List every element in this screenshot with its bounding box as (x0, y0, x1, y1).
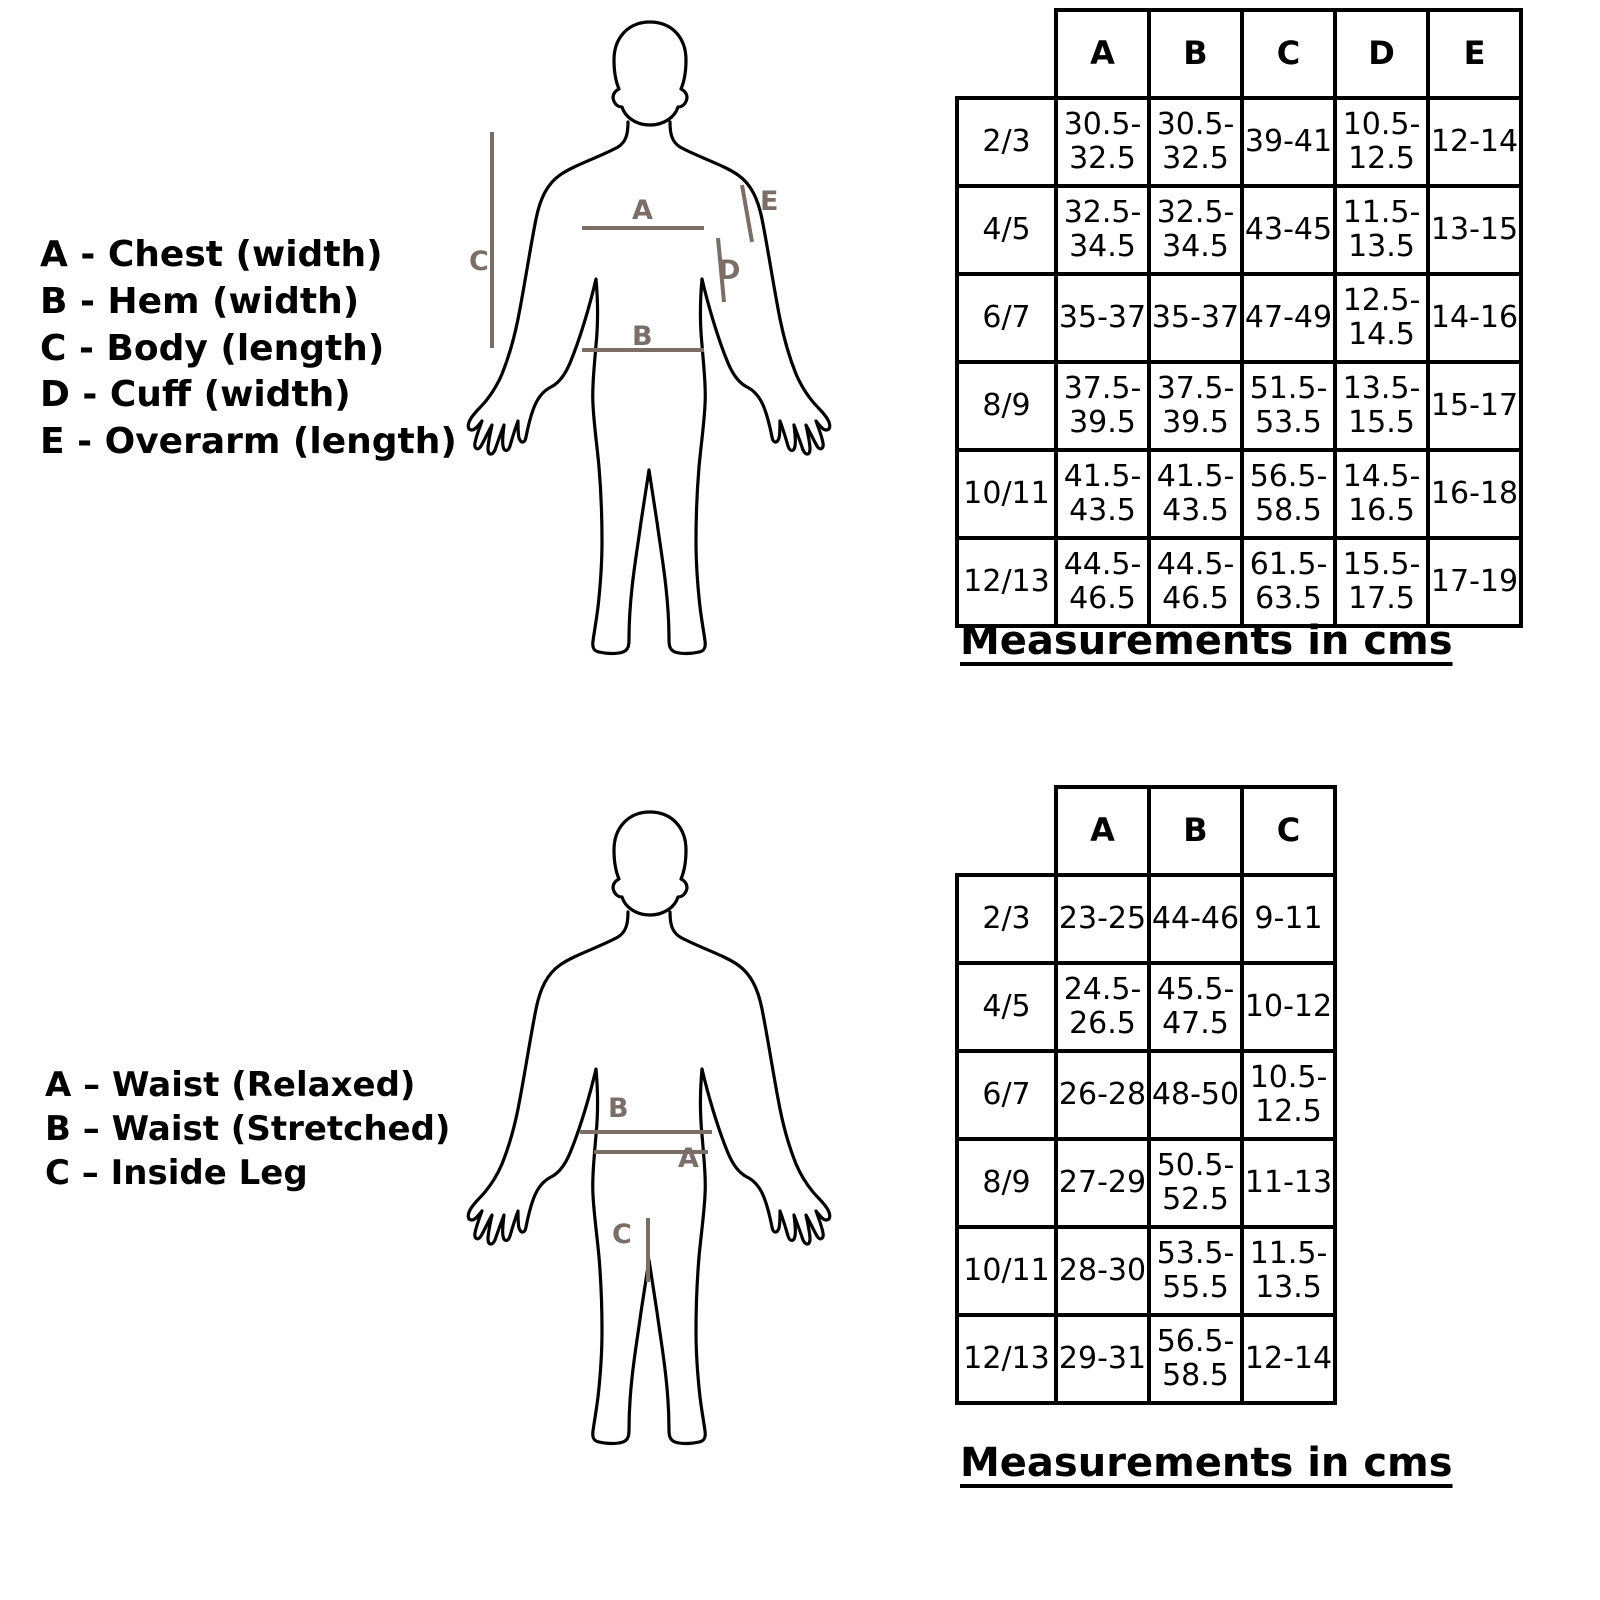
table-row (957, 274, 1521, 362)
marker-c-upper: C (469, 246, 489, 277)
cell-b: 44.5-46.5 (1149, 538, 1242, 626)
table-header-row (957, 787, 1335, 875)
marker-b-upper: B (632, 321, 653, 352)
size-table-upper-grid (955, 8, 1523, 628)
row-header-size: 4/5 (957, 963, 1056, 1051)
col-header-d: D (1335, 10, 1428, 98)
cell-a: 35-37 (1056, 274, 1149, 362)
cell-b: 37.5-39.5 (1149, 362, 1242, 450)
marker-a-upper: A (632, 195, 653, 226)
legend-item-body: C - Body (length) (40, 327, 385, 369)
cell-d: 14.5-16.5 (1335, 450, 1428, 538)
legend-item-chest: A - Chest (width) (40, 234, 383, 275)
table-row (957, 963, 1335, 1051)
col-header-c: C (1242, 10, 1335, 98)
size-table-lower (955, 785, 1337, 1405)
cell-e: 12-14 (1428, 98, 1521, 186)
cell-c: 56.5-58.5 (1242, 450, 1335, 538)
row-header-size: 2/3 (957, 875, 1056, 963)
caption-upper: Measurements in cms (960, 618, 1453, 664)
row-header-size: 4/5 (957, 186, 1056, 274)
cell-e: 14-16 (1428, 274, 1521, 362)
cell-d: 15.5-17.5 (1335, 538, 1428, 626)
body-outline-svg-lower (440, 790, 860, 1580)
legend-item-cuff: D - Cuff (width) (40, 374, 351, 416)
cell-b: 45.5-47.5 (1149, 963, 1242, 1051)
cell-c: 10-12 (1242, 963, 1335, 1051)
cell-c: 51.5-53.5 (1242, 362, 1335, 450)
legend-upper-body (40, 232, 457, 466)
cell-e: 16-18 (1428, 450, 1521, 538)
row-header-size: 6/7 (957, 274, 1056, 362)
col-header-c: C (1242, 787, 1335, 875)
row-header-size: 10/11 (957, 1227, 1056, 1315)
cell-a: 24.5-26.5 (1056, 963, 1149, 1051)
size-table-lower-grid (955, 785, 1337, 1405)
row-header-size: 8/9 (957, 362, 1056, 450)
cell-c: 11-13 (1242, 1139, 1335, 1227)
col-header-a: A (1056, 10, 1149, 98)
cell-a: 29-31 (1056, 1315, 1149, 1403)
cell-d: 10.5-12.5 (1335, 98, 1428, 186)
table-row (957, 1315, 1335, 1403)
cell-c: 11.5-13.5 (1242, 1227, 1335, 1315)
cell-b: 44-46 (1149, 875, 1242, 963)
col-header-a: A (1056, 787, 1149, 875)
marker-d-upper: D (718, 255, 741, 286)
marker-b-lower: B (608, 1093, 629, 1124)
col-header-b: B (1149, 10, 1242, 98)
cell-a: 28-30 (1056, 1227, 1149, 1315)
cell-d: 13.5-15.5 (1335, 362, 1428, 450)
cell-a: 41.5-43.5 (1056, 450, 1149, 538)
cell-b: 50.5-52.5 (1149, 1139, 1242, 1227)
caption-lower: Measurements in cms (960, 1440, 1453, 1486)
cell-c: 47-49 (1242, 274, 1335, 362)
cell-e: 15-17 (1428, 362, 1521, 450)
cell-c: 10.5-12.5 (1242, 1051, 1335, 1139)
body-diagram-lower (440, 790, 860, 1584)
cell-a: 44.5-46.5 (1056, 538, 1149, 626)
legend-lower-body (45, 1063, 450, 1196)
table-row (957, 1051, 1335, 1139)
row-header-size: 12/13 (957, 538, 1056, 626)
size-table-upper (955, 8, 1523, 628)
cell-d: 12.5-14.5 (1335, 274, 1428, 362)
legend-item-hem: B - Hem (width) (40, 280, 360, 322)
legend-item-inside-leg: C – Inside Leg (45, 1153, 308, 1194)
row-header-size: 2/3 (957, 98, 1056, 186)
cell-a: 32.5-34.5 (1056, 186, 1149, 274)
table-corner-cell (957, 787, 1056, 875)
cell-a: 30.5-32.5 (1056, 98, 1149, 186)
cell-a: 27-29 (1056, 1139, 1149, 1227)
cell-a: 37.5-39.5 (1056, 362, 1149, 450)
table-row (957, 450, 1521, 538)
cell-b: 56.5-58.5 (1149, 1315, 1242, 1403)
cell-c: 43-45 (1242, 186, 1335, 274)
cell-b: 32.5-34.5 (1149, 186, 1242, 274)
row-header-size: 10/11 (957, 450, 1056, 538)
cell-e: 13-15 (1428, 186, 1521, 274)
table-row (957, 186, 1521, 274)
cell-c: 61.5-63.5 (1242, 538, 1335, 626)
cell-a: 26-28 (1056, 1051, 1149, 1139)
col-header-b: B (1149, 787, 1242, 875)
body-outline-svg-upper (440, 10, 860, 770)
table-corner-cell (957, 10, 1056, 98)
table-row (957, 1227, 1335, 1315)
table-row (957, 362, 1521, 450)
marker-c-lower: C (612, 1219, 632, 1250)
cell-e: 17-19 (1428, 538, 1521, 626)
cell-c: 12-14 (1242, 1315, 1335, 1403)
cell-d: 11.5-13.5 (1335, 186, 1428, 274)
marker-a-lower: A (678, 1143, 699, 1174)
cell-b: 35-37 (1149, 274, 1242, 362)
cell-c: 9-11 (1242, 875, 1335, 963)
cell-a: 23-25 (1056, 875, 1149, 963)
legend-item-waist-stretched: B – Waist (Stretched) (45, 1109, 451, 1150)
legend-item-waist-relaxed: A – Waist (Relaxed) (45, 1065, 416, 1105)
table-row (957, 875, 1335, 963)
row-header-size: 8/9 (957, 1139, 1056, 1227)
body-diagram-upper (440, 10, 860, 774)
table-row (957, 1139, 1335, 1227)
cell-b: 53.5-55.5 (1149, 1227, 1242, 1315)
cell-c: 39-41 (1242, 98, 1335, 186)
marker-e-upper: E (760, 186, 779, 217)
table-header-row (957, 10, 1521, 98)
cell-b: 48-50 (1149, 1051, 1242, 1139)
table-row (957, 538, 1521, 626)
row-header-size: 6/7 (957, 1051, 1056, 1139)
table-row (957, 98, 1521, 186)
cell-b: 41.5-43.5 (1149, 450, 1242, 538)
cell-b: 30.5-32.5 (1149, 98, 1242, 186)
col-header-e: E (1428, 10, 1521, 98)
row-header-size: 12/13 (957, 1315, 1056, 1403)
legend-item-overarm: E - Overarm (length) (40, 421, 457, 463)
